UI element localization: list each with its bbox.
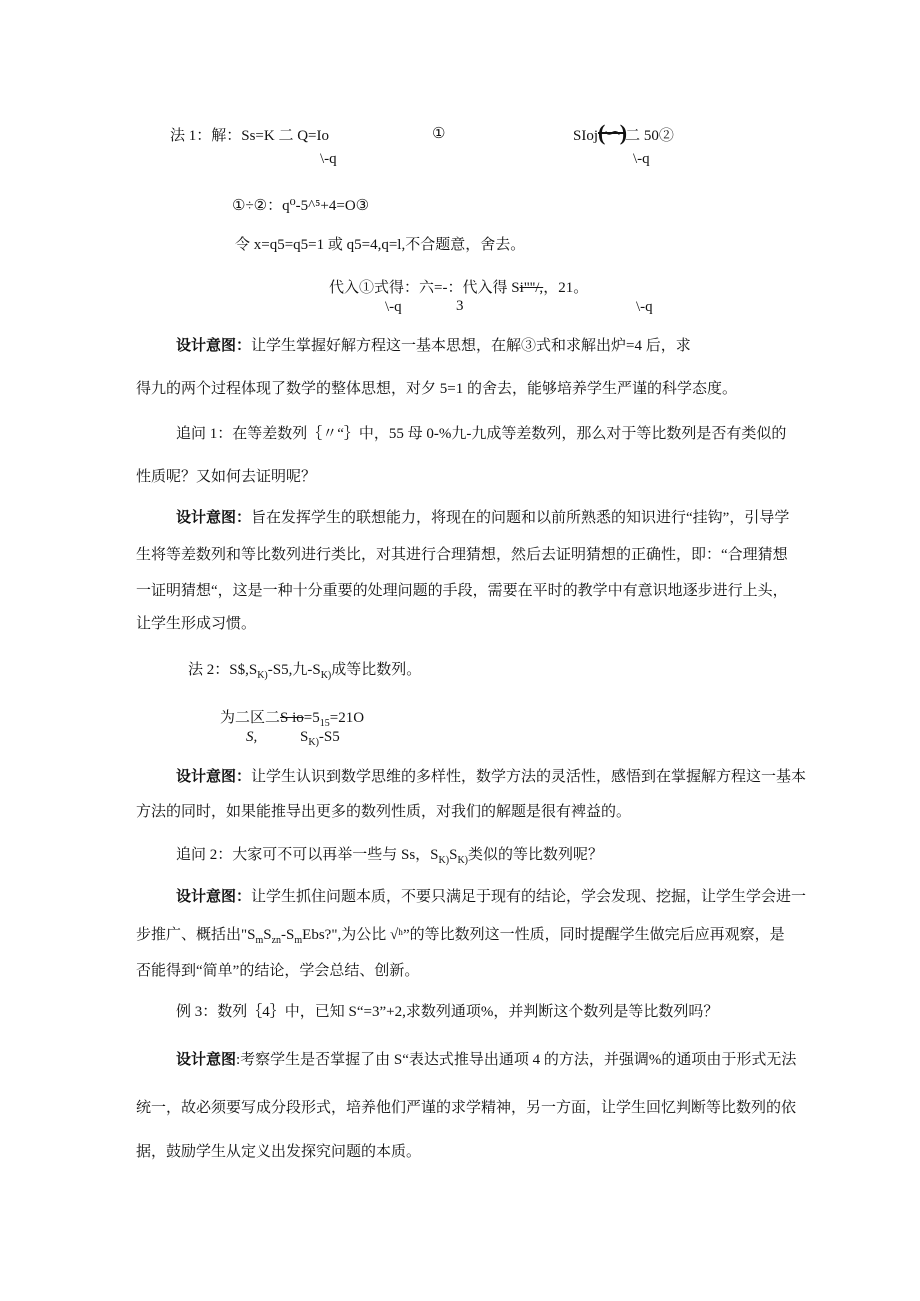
method2-eq-b: =5 [303, 710, 320, 726]
eq2-lead: SIo [573, 128, 594, 144]
method2-sub-1: K) [257, 670, 268, 681]
design4-l2-sub-2: zn [271, 935, 282, 946]
design2-line-2: 生将等差数列和等比数列进行类比，对其进行合理猜想，然后去证明猜想的正确性，即：“合理猜想 [136, 547, 788, 563]
design2-line-4: 让学生形成习惯。 [136, 616, 257, 632]
method1-circle-1: ① [432, 126, 446, 142]
method2-den-s: S [300, 729, 309, 745]
follow2-part-a: 追问 2：大家可不可以再举一些与 Ss，S [176, 847, 439, 863]
design4-l2-d: Ebs?",为公比 √ʰ”的等比数列这一性质，同时提醒学生做完后应再观察，是 [302, 927, 785, 943]
example3-line: 例 3：数列｛4｝中，已知 S“=3”+2,求数列通项%，并判断这个数列是等比数列吗？ [176, 1004, 719, 1020]
subst-strike: i"''/, [519, 280, 544, 296]
follow2-sub-2: K) [457, 855, 468, 866]
method1-denominator-mid: 3 [456, 298, 464, 314]
follow2-line [176, 845, 876, 871]
method2-eq-sub: 15 [319, 718, 330, 729]
eq2-sub: j [593, 128, 599, 144]
design4-text-1: 让学生抓住问题本质，不要只满足于现有的结论，学会发现、挖掘，让学生学会进一 [251, 889, 807, 905]
method2-denominator-a: S, [246, 729, 258, 745]
method2-denominator-b [300, 729, 340, 748]
design2-line-3: 一证明猜想“，这是一种十分重要的处理问题的手段，需要在平时的教学中有意识地逐步进行上头， [136, 583, 788, 599]
design5-line-1 [176, 1050, 876, 1070]
design3-text-1: 让学生认识到数学思维的多样性，数学方法的灵活性，感悟到在掌握解方程这一基本 [251, 769, 807, 785]
design2-label: 设计意图： [176, 510, 252, 526]
method1-let-line: 令 x=q5=q5=1 或 q5=4,q=l,不合题意，舍去。 [235, 237, 526, 253]
method2-equation [220, 706, 364, 729]
design3-line-1 [176, 767, 876, 787]
design3-line-2: 方法的同时，如果能推导出更多的数列性质，对我们的解题是很有裨益的。 [136, 804, 632, 820]
method1-denominator-1: \-q [320, 151, 337, 167]
method2-line [188, 658, 421, 681]
design5-label: 设计意图 [176, 1052, 237, 1068]
design4-label: 设计意图： [176, 889, 252, 905]
design1-label: 设计意图： [176, 338, 252, 354]
method2-den-c: -S5 [318, 729, 340, 745]
design3-label: 设计意图： [176, 769, 252, 785]
method1-denominator-2: \-q [633, 151, 650, 167]
design4-l2-a: 步推广、概括出"S [136, 927, 256, 943]
design2-line-1 [176, 508, 876, 528]
design1-line-1 [176, 336, 876, 356]
design5-text-1: :考察学生是否掌握了由 S“表达式推导出通项 4 的方法，并强调%的通项由于形式无法 [236, 1052, 797, 1068]
subst-part-b: ，21。 [543, 280, 589, 296]
subst-part-a: 代入①式得：六=-：代入得 S [329, 280, 520, 296]
follow1-line-1: 追问 1：在等差数列｛〃“｝中，55 母 0-%九-九成等差数列，那么对于等比数列是否有类似的 [176, 426, 787, 442]
method1-substitute-line [329, 276, 588, 297]
method2-eq-a: 为二区二 [220, 710, 281, 726]
design5-line-3: 据，鼓励学生从定义出发探究问题的本质。 [136, 1144, 422, 1160]
method1-equation-2 [573, 120, 674, 146]
method1-denominator-3: \-q [385, 299, 402, 315]
eq2-tail: 二 50② [625, 128, 674, 144]
method2-den-sub: K) [308, 737, 319, 748]
follow2-part-c: 类似的等比数列呢？ [468, 847, 604, 863]
method2-eq-strike: S io [280, 710, 304, 726]
design5-line-2: 统一，故必须要写成分段形式，培养他们严谨的求学精神，另一方面，让学生回忆判断等比数列的依 [136, 1100, 797, 1116]
design4-l2-c: -S [281, 927, 295, 943]
design4-l2-sub-3: m [294, 935, 303, 946]
design4-line-2 [136, 925, 836, 951]
follow2-part-b: S [449, 847, 458, 863]
method2-part-a: 法 2：S$,S [188, 662, 258, 678]
design1-text-1: 让学生掌握好解方程这一基本思想，在解③式和求解出炉=4 后，求 [251, 338, 691, 354]
eq2-curve: (∽) [598, 120, 626, 145]
design4-l2-sub-1: m [255, 935, 264, 946]
method2-sub-2: K) [320, 670, 332, 681]
method1-equation-1: 法 1：解：Ss=K 二 Q=Io [170, 128, 330, 144]
method1-divide-line: ①÷②：q⁰-5^⁵+4=O③ [232, 198, 370, 214]
design2-text-1: 旨在发挥学生的联想能力，将现在的问题和以前所熟悉的知识进行“挂钩”，引导学 [251, 510, 790, 526]
follow2-sub-1: K) [438, 855, 450, 866]
method2-eq-c: =21O [329, 710, 365, 726]
method1-denominator-4: \-q [636, 299, 653, 315]
design1-line-2: 得九的两个过程体现了数学的整体思想，对夕 5=1 的舍去，能够培养学生严谨的科学态度。 [136, 381, 737, 397]
design4-l2-b: S [263, 927, 272, 943]
design4-line-1 [176, 887, 876, 907]
follow1-line-2: 性质呢？又如何去证明呢？ [136, 469, 317, 485]
method2-part-c: 成等比数列。 [331, 662, 422, 678]
method2-part-b: -S5,九-S [267, 662, 321, 678]
design4-line-3: 否能得到“简单”的结论，学会总结、创新。 [136, 963, 420, 979]
